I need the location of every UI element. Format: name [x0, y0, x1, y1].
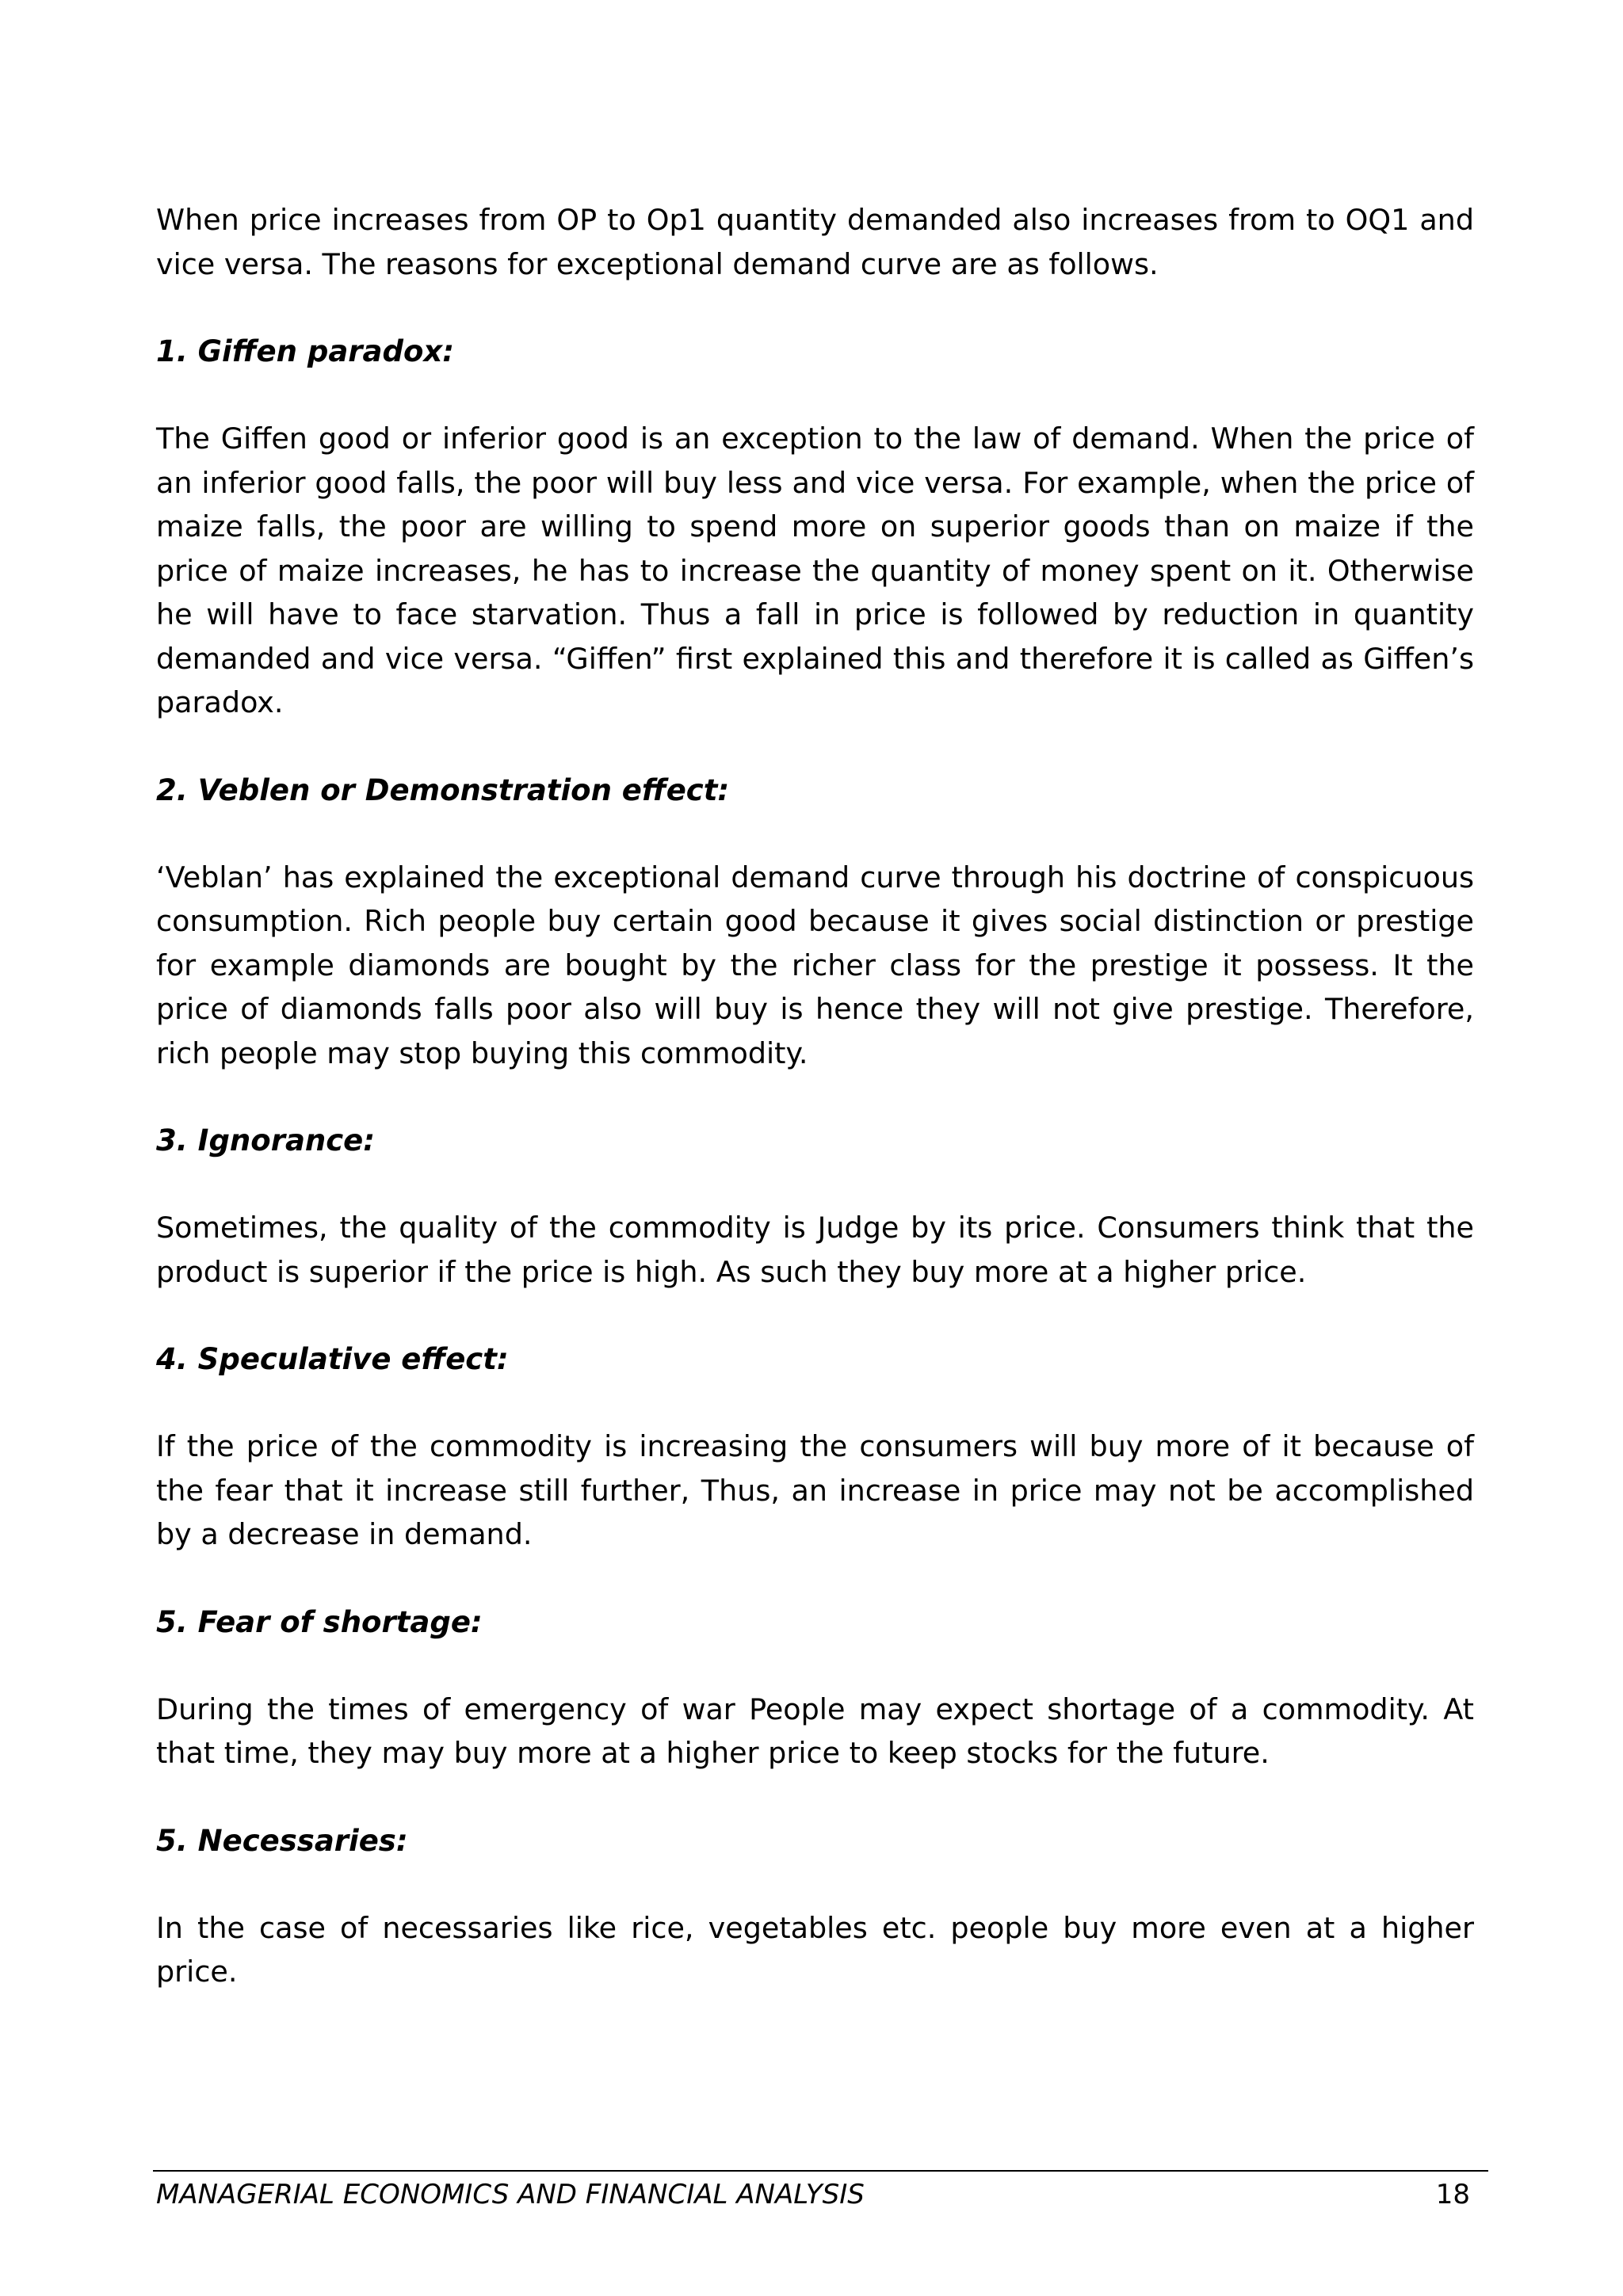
section-text-speculative-effect: If the price of the commodity is increasing the consumers will buy more of it because of the fear that it increase still further, Thus, an increase in price may not be accomplished by a decrease in demand. — [156, 1429, 1474, 1551]
page-number: 18 — [1435, 2179, 1470, 2210]
intro-paragraph: When price increases from OP to Op1 quantity demanded also increases from to OQ1 and vice versa. The reasons for exceptional demand curve are as follows. — [156, 203, 1474, 281]
section-text-ignorance: Sometimes, the quality of the commodity is Judge by its price. Consumers think that the product is superior if the price is high. As such they buy more at a higher price. — [156, 1211, 1474, 1289]
footer-divider — [153, 2170, 1488, 2172]
section-heading-giffen-paradox: 1. Giffen paradox: — [156, 334, 455, 368]
section-text-necessaries: In the case of necessaries like rice, vegetables etc. people buy more even at a higher price. — [156, 1910, 1474, 1989]
page-content — [156, 198, 1474, 2038]
section-heading-necessaries: 5. Necessaries: — [156, 1823, 408, 1858]
section-heading-fear-of-shortage: 5. Fear of shortage: — [156, 1604, 483, 1639]
section-text-veblen-effect: ‘Veblan’ has explained the exceptional demand curve through his doctrine of conspicuous consumption. Rich people buy certain good because it gives social distinction or prestige for example diamonds are bought by the richer class for the prestige it possess. It the price of diamonds falls poor also will buy is hence they will not give prestige. Therefore, rich people may stop buying this commodity. — [156, 860, 1474, 1070]
section-heading-ignorance: 3. Ignorance: — [156, 1123, 376, 1158]
section-heading-veblen-effect: 2. Veblen or Demonstration effect: — [156, 772, 730, 807]
section-text-giffen-paradox: The Giffen good or inferior good is an exception to the law of demand. When the price of an inferior good falls, the poor will buy less and vice versa. For example, when the price of maize falls, the poor are willing to spend more on superior goods than on maize if the price of maize increases, he has to increase the quantity of money spent on it. Otherwise he will have to face starvation. Thus a fall in price is followed by reduction in quantity demanded and vice versa. “Giffen” first explained this and therefore it is called as Giffen’s paradox. — [156, 421, 1474, 719]
section-heading-speculative-effect: 4. Speculative effect: — [156, 1342, 509, 1376]
footer-title: MANAGERIAL ECONOMICS AND FINANCIAL ANALYSIS — [156, 2179, 865, 2210]
section-text-fear-of-shortage: During the times of emergency of war People may expect shortage of a commodity. At that time, they may buy more at a higher price to keep stocks for the future. — [156, 1691, 1474, 1770]
